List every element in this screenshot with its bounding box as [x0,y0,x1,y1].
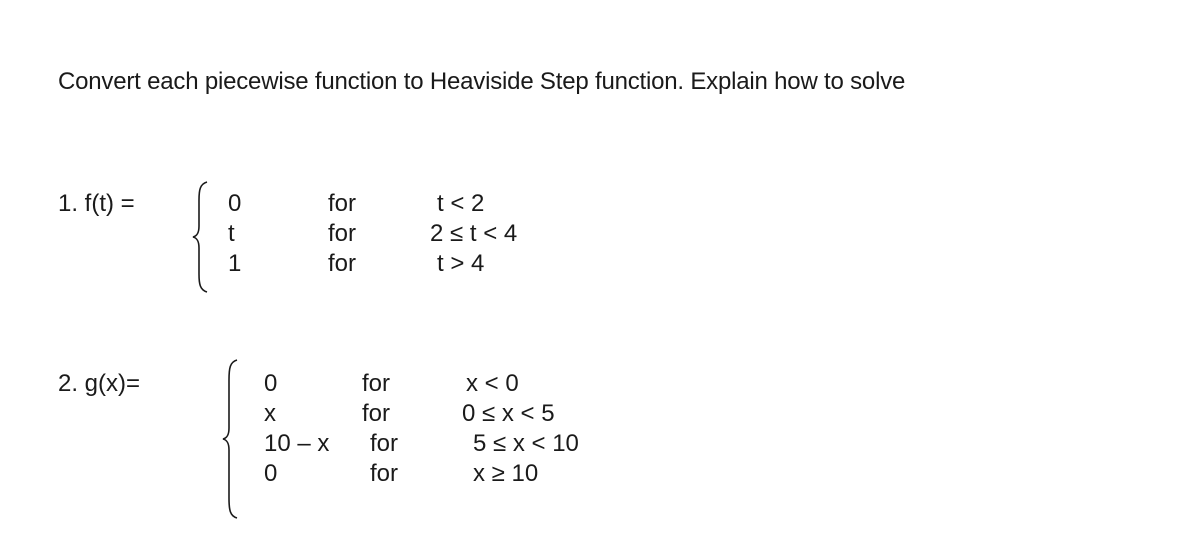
piece-condition: x ≥ 10 [473,460,539,487]
problem-2-label: 2. g(x)= [58,370,141,397]
piece-for: for [362,370,391,397]
piece-condition: 2 ≤ t < 4 [430,220,518,247]
piece-for: for [328,250,357,277]
piece-for: for [362,400,391,427]
piece-value: 0 [264,370,278,397]
piece-value: 1 [228,250,242,277]
left-brace-icon [190,180,210,294]
piece-condition: x < 0 [466,370,519,397]
piece-condition: 5 ≤ x < 10 [473,430,579,457]
piece-value: 0 [228,190,242,217]
piece-value: t [228,220,235,247]
piece-for: for [328,220,357,247]
piece-for: for [370,460,399,487]
piece-condition: 0 ≤ x < 5 [462,400,555,427]
piece-value: 10 – x [264,430,330,457]
piece-value: x [264,400,276,427]
piece-for: for [328,190,357,217]
piece-condition: t < 2 [437,190,485,217]
problem-1-label: 1. f(t) = [58,190,135,217]
piece-condition: t > 4 [437,250,485,277]
piece-for: for [370,430,399,457]
problem-heading: Convert each piecewise function to Heaviside Step function. Explain how to solve [58,68,906,95]
left-brace-icon [220,358,240,520]
piece-value: 0 [264,460,278,487]
